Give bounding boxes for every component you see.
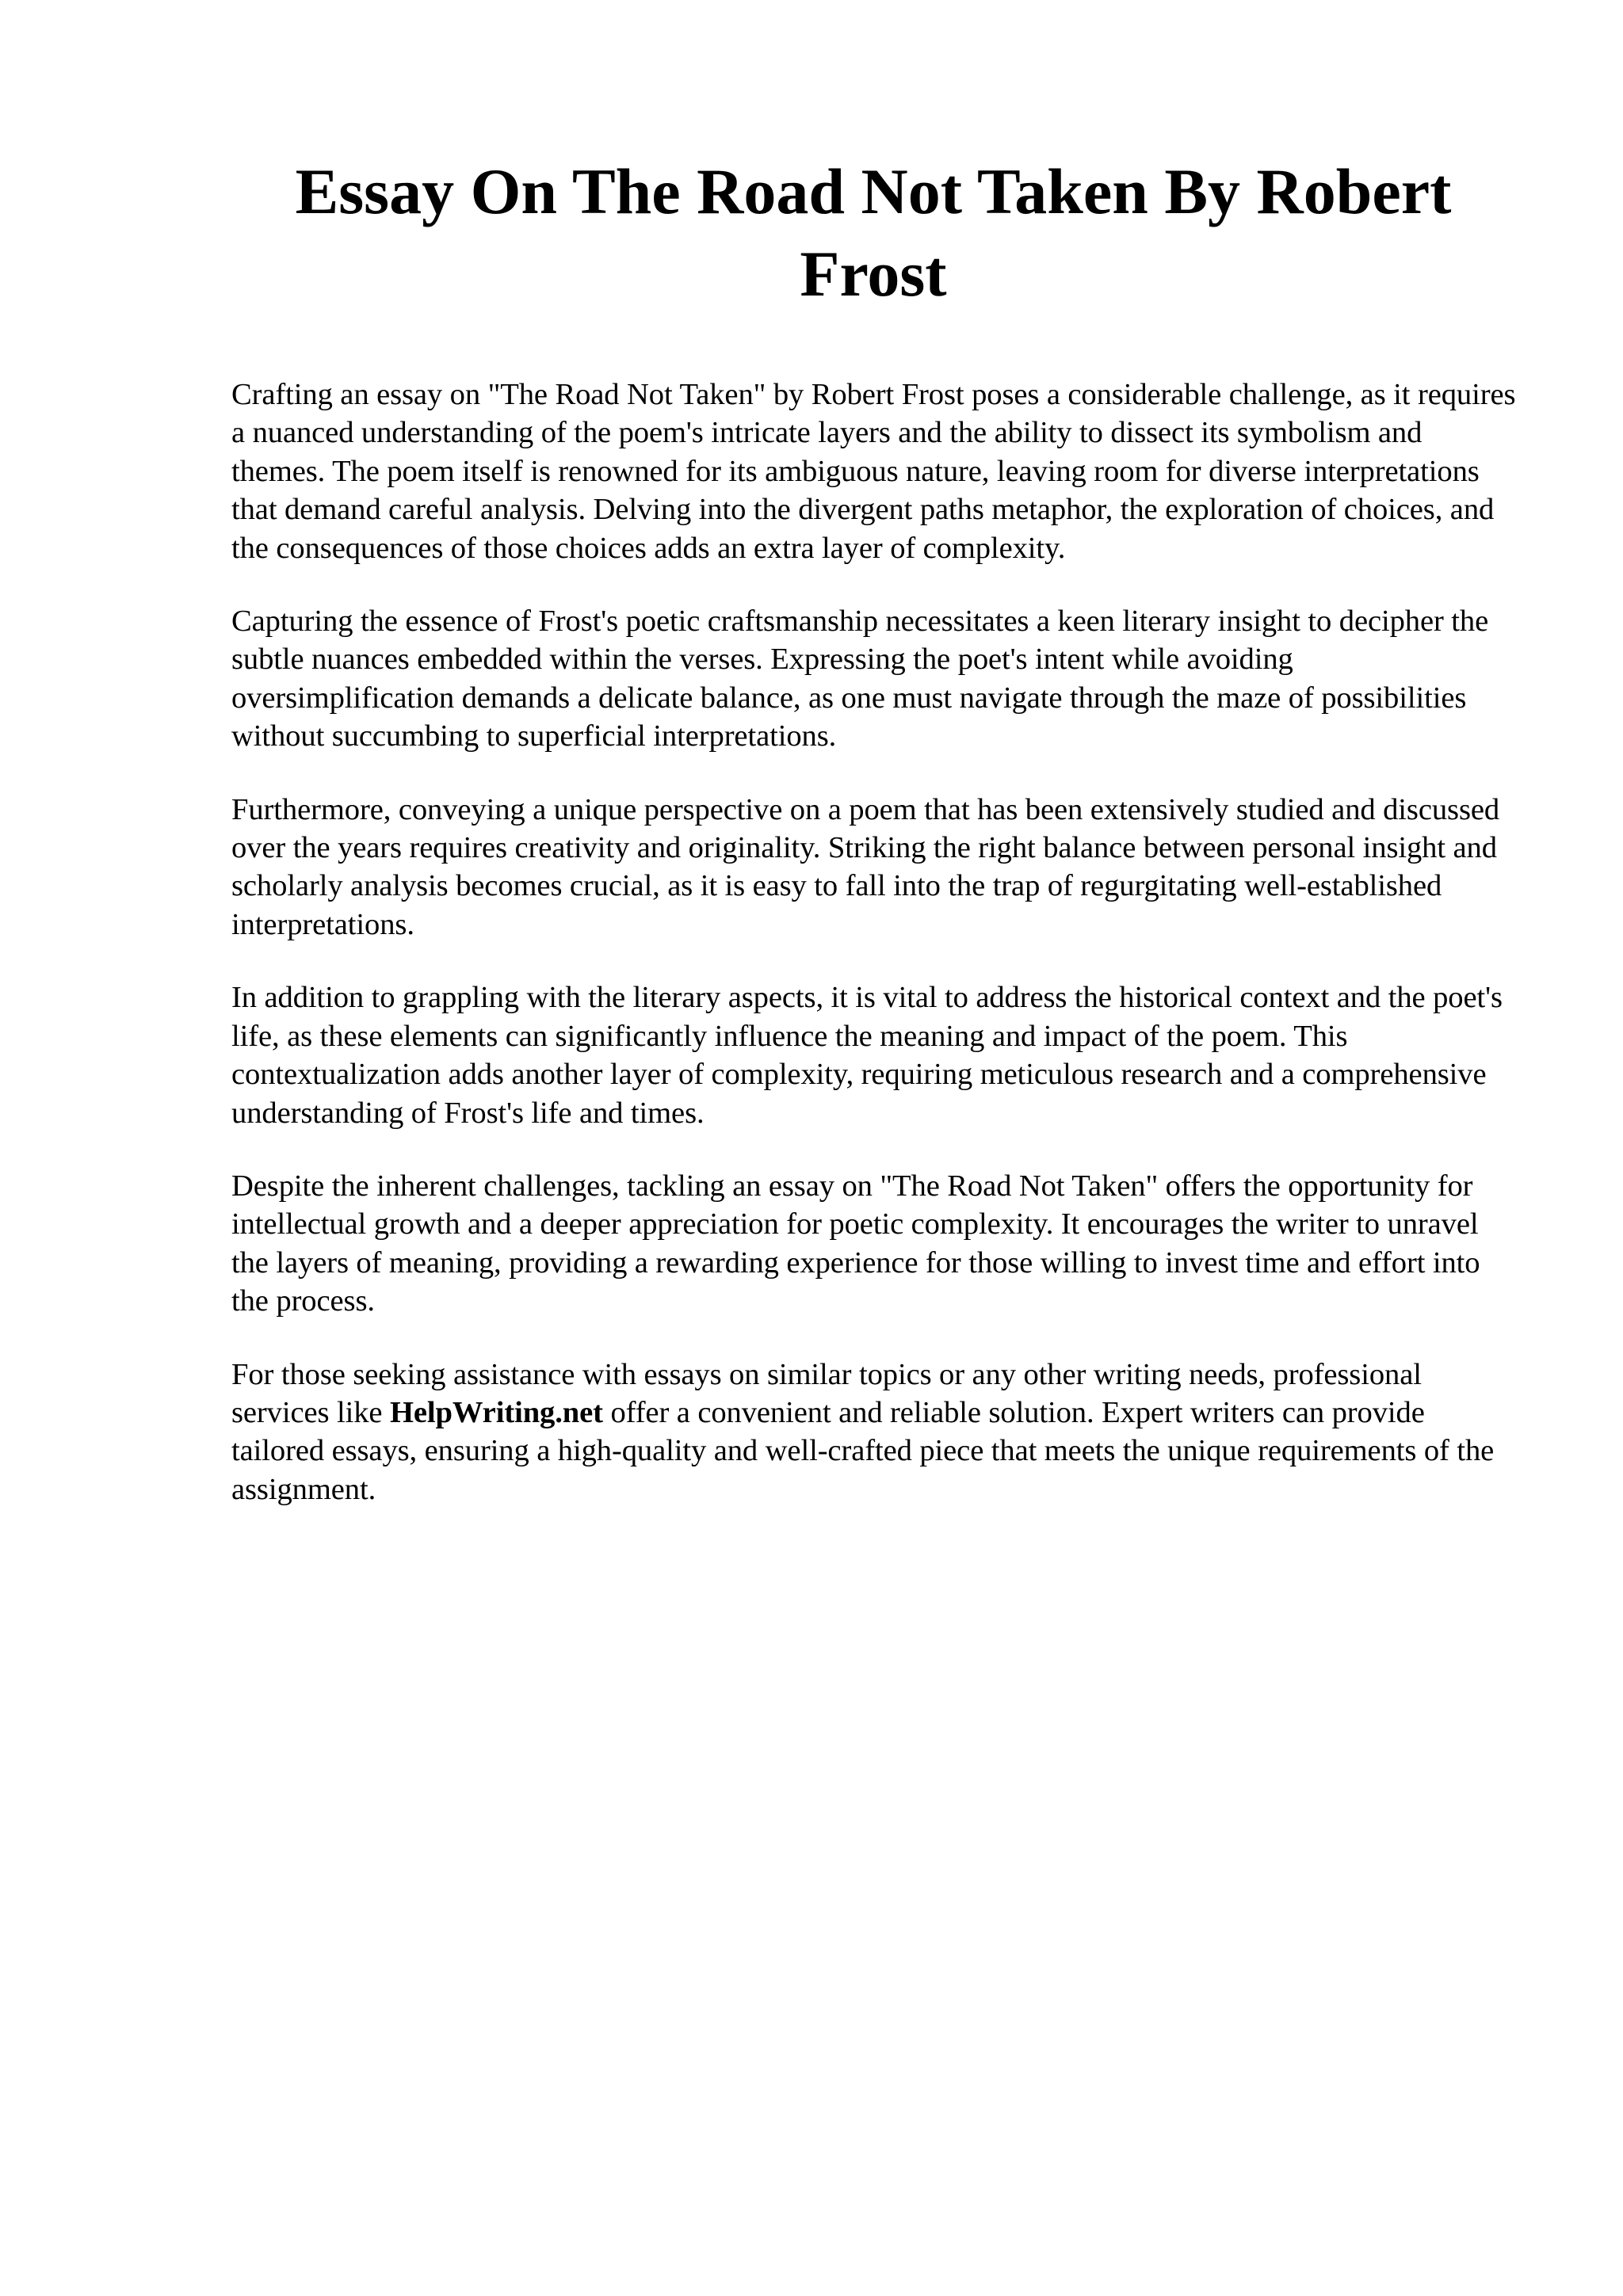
paragraph-2: Capturing the essence of Frost's poetic craftsmanship necessitates a keen literary insight to decipher the subtle nuances embedded within the verses. Expressing the poet's intent while avoiding oversimplification demands a delicate balance, as one must navigate through the maze of possibilities without succumbing to superficial interpretations.	[231, 605, 1489, 753]
page-title: Essay On The Road Not Taken By Robert Frost	[295, 155, 1452, 310]
essay-body	[231, 376, 1520, 1543]
paragraph-6-rest: offer a convenient and reliable solution. Expert writers can provide tailored essays, ensuring a high-quality and well-crafted piece that meets the unique requirements of the assignment.	[231, 1395, 1495, 1506]
service-name: HelpWriting.net	[390, 1395, 603, 1429]
paragraph-6	[231, 1356, 1520, 1509]
paragraph-1: Crafting an essay on "The Road Not Taken" by Robert Frost poses a considerable challenge, as it requires a nuanced understanding of the poem's intricate layers and the ability to dissect its symbolism and themes. The poem itself is renowned for its ambiguous nature, leaving room for diverse interpretations that demand careful analysis. Delving into the divergent paths metaphor, the exploration of choices, and the consequences of those choices adds an extra layer of complexity.	[231, 378, 1516, 565]
paragraph-3: Furthermore, conveying a unique perspective on a poem that has been extensively studied and discussed over the years requires creativity and originality. Striking the right balance between personal insight and scholarly analysis becomes crucial, as it is easy to fall into the trap of regurgitating well-established interpretations.	[231, 792, 1500, 941]
paragraph-4: In addition to grappling with the literary aspects, it is vital to address the historical context and the poet's life, as these elements can significantly influence the meaning and impact of the poem. This contextualization adds another layer of complexity, requiring meticulous research and a comprehensive understanding of Frost's life and times.	[231, 981, 1503, 1130]
paragraph-6-intro: For those seeking assistance with essays on similar topics or any other writing needs, professional services like	[231, 1357, 1422, 1429]
paragraph-5: Despite the inherent challenges, tackling an essay on "The Road Not Taken" offers the opportunity for intellectual growth and a deeper appreciation for poetic complexity. It encourages the writer to unravel the layers of meaning, providing a rewarding experience for those willing to invest time and effort into the process.	[231, 1169, 1480, 1318]
